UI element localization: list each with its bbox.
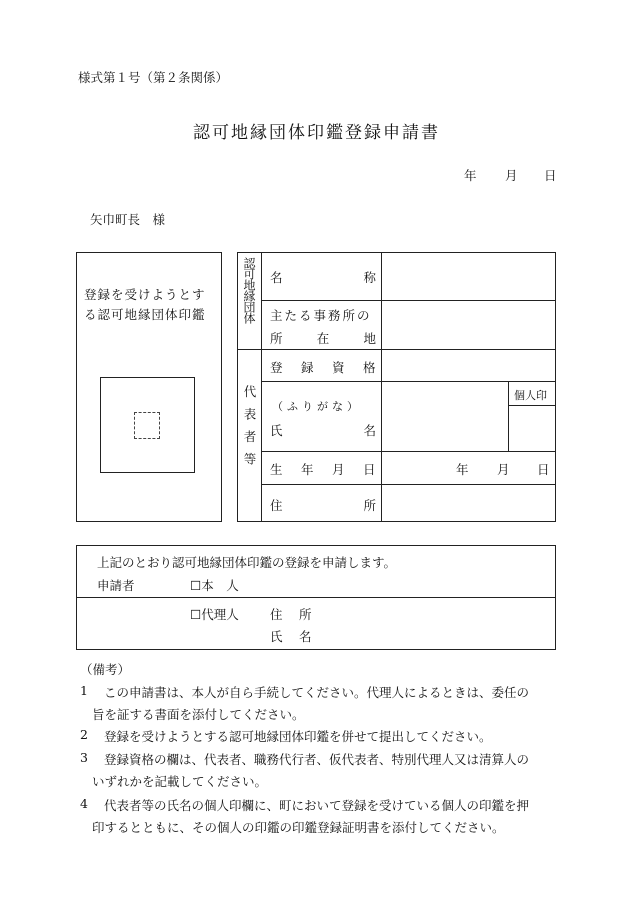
birth-month-label: 月 xyxy=(497,462,510,477)
note-number: 1 xyxy=(80,683,88,698)
office-address-field[interactable] xyxy=(382,301,555,348)
option-self-checkbox[interactable]: ☐本 人 xyxy=(190,578,239,593)
person-name-label xyxy=(270,421,376,439)
agent-address-label: 住 所 xyxy=(270,607,314,622)
note-text: 旨を証する書面を添付してください。 xyxy=(92,707,305,722)
note-number: 4 xyxy=(80,796,88,811)
furigana-label: （ふりがな） xyxy=(272,400,362,413)
table-divider xyxy=(261,252,262,522)
seal-panel-line1: 登録を受けようとす xyxy=(84,287,206,302)
label-part: 名 xyxy=(363,423,376,438)
name-field[interactable] xyxy=(382,253,555,299)
note-text: 代表者等の氏名の個人印欄に、町において登録を受けている個人の印鑑を押 xyxy=(104,798,530,813)
note-number: 2 xyxy=(80,727,88,742)
agent-name-label: 氏 名 xyxy=(270,629,314,644)
address-label xyxy=(270,496,376,514)
page-title: 認可地縁団体印鑑登録申請書 xyxy=(193,123,440,143)
label-part: 氏 xyxy=(270,423,283,438)
office-label-1: 主たる事務所の xyxy=(270,308,372,323)
name-label xyxy=(270,268,376,286)
qualification-label: 登 録 資 格 xyxy=(270,360,379,375)
note-text: 登録を受けようとする認可地縁団体印鑑を併せて提出してください。 xyxy=(104,729,492,744)
seal-guide-mark xyxy=(134,412,160,439)
representative-name-field[interactable] xyxy=(382,382,507,450)
application-divider xyxy=(76,597,556,598)
note-text: 印するとともに、その個人の印鑑の印鑑登録証明書を添付してください。 xyxy=(92,820,505,835)
label-part: 地 xyxy=(363,331,376,346)
table-divider xyxy=(261,451,556,452)
label-part: 名 xyxy=(270,270,283,285)
applicant-label: 申請者 xyxy=(97,578,135,593)
birth-year-label: 年 xyxy=(456,462,469,477)
birth-day-label: 日 xyxy=(537,462,550,477)
date-year-label: 年 xyxy=(464,168,477,183)
label-part: 称 xyxy=(363,270,376,285)
label-part: 住 xyxy=(270,498,283,513)
date-day-label: 日 xyxy=(544,168,557,183)
label-part: 在 xyxy=(316,331,330,346)
date-month-label: 月 xyxy=(505,168,518,183)
label-part: 所 xyxy=(270,331,283,346)
notes-heading: （備考） xyxy=(80,662,131,677)
qualification-field[interactable] xyxy=(382,350,555,380)
addressee: 矢巾町長 様 xyxy=(90,212,166,227)
representative-address-field[interactable] xyxy=(382,485,555,521)
note-text: 登録資格の欄は、代表者、職務代行者、仮代表者、特別代理人又は清算人の xyxy=(104,752,530,767)
group-label: 認可地縁団体 xyxy=(242,257,256,323)
note-text: いずれかを記載してください。 xyxy=(92,774,268,789)
seal-panel-line2: る認可地縁団体印鑑 xyxy=(84,307,206,322)
label-part: 所 xyxy=(363,498,376,513)
note-number: 3 xyxy=(80,750,88,765)
form-number: 様式第１号（第２条関係） xyxy=(78,70,229,85)
personal-seal-field[interactable] xyxy=(509,406,555,450)
birth-date-label: 生 年 月 日 xyxy=(270,462,379,477)
office-label-2 xyxy=(270,329,376,347)
personal-seal-label: 個人印 xyxy=(514,389,547,402)
note-text: この申請書は、本人が自ら手続してください。代理人によるときは、委任の xyxy=(104,685,530,700)
option-agent-checkbox[interactable]: ☐代理人 xyxy=(190,607,239,622)
representative-label: 代表者等 xyxy=(242,385,257,475)
application-statement: 上記のとおり認可地縁団体印鑑の登録を申請します。 xyxy=(97,555,397,570)
